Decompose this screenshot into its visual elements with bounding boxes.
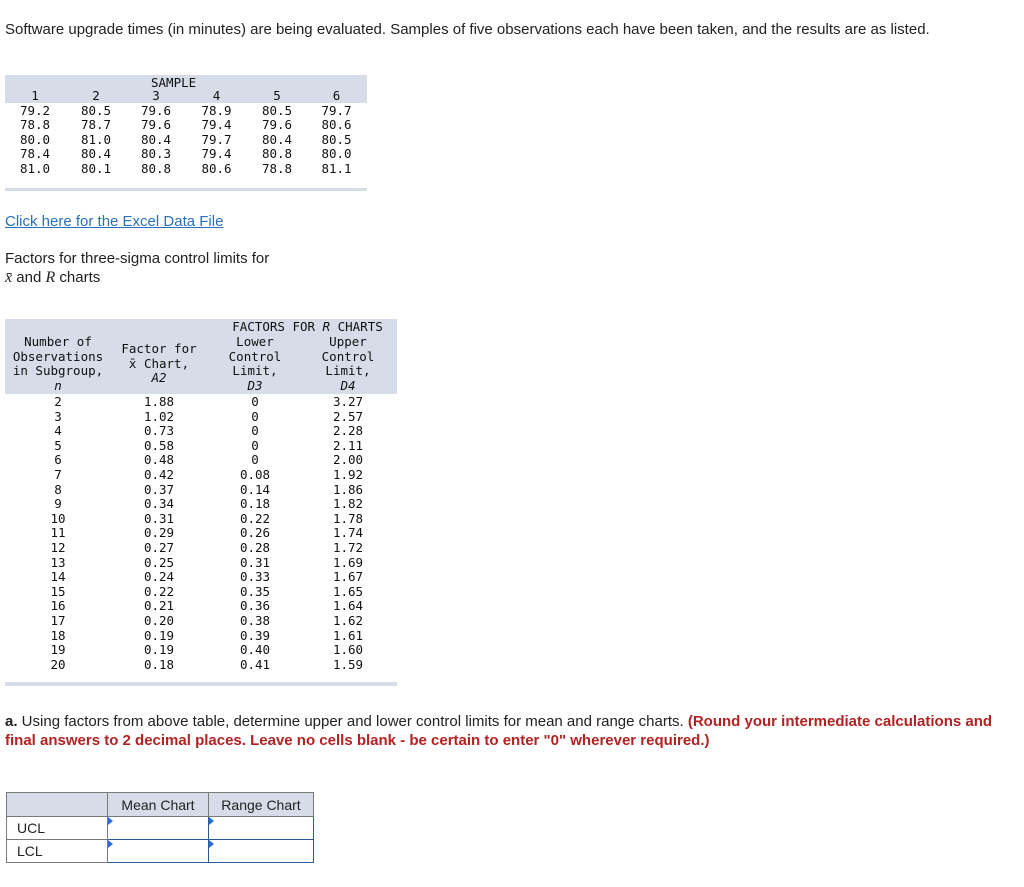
col-header-d4: Upper Control Limit, D4 xyxy=(321,334,375,393)
range-chart-header: Range Chart xyxy=(209,793,314,817)
ucl-range-input[interactable] xyxy=(209,818,307,838)
factors-cell: 0.40 xyxy=(239,642,271,658)
factors-cell: 0.41 xyxy=(239,656,271,672)
sample-col-header: 5 xyxy=(273,88,281,103)
factors-cell: 0.33 xyxy=(239,569,271,585)
factors-cell: 0.19 xyxy=(143,627,175,643)
sample-cell: 80.4 xyxy=(261,131,293,147)
factors-cell: 1.74 xyxy=(332,525,364,541)
answer-table xyxy=(6,792,314,863)
factors-cell: 8 xyxy=(54,481,62,497)
factors-cell: 1.59 xyxy=(332,656,364,672)
factors-cell: 1.92 xyxy=(332,467,364,482)
sample-cell: 79.4 xyxy=(201,146,232,162)
factors-cell: 0.39 xyxy=(239,627,271,643)
factors-cell: 15 xyxy=(50,583,66,599)
factors-cell: 0.22 xyxy=(143,583,175,599)
factors-cell: 1.88 xyxy=(143,394,175,409)
factors-row xyxy=(5,512,397,527)
sample-cell: 79.7 xyxy=(321,102,352,118)
excel-data-link[interactable]: Click here for the Excel Data File xyxy=(5,213,224,230)
sample-col-header: 2 xyxy=(92,88,100,103)
factors-row xyxy=(5,424,397,439)
factors-cell: 5 xyxy=(54,437,62,453)
sample-cell: 79.2 xyxy=(19,102,51,118)
factors-cell: 11 xyxy=(50,525,66,541)
factors-cell: 0.34 xyxy=(143,496,175,512)
col-header-n: Number of Observations in Subgroup, n xyxy=(12,334,104,393)
factors-cell: 0 xyxy=(251,452,259,468)
sample-cell: 79.6 xyxy=(140,117,172,133)
sample-cell: 79.6 xyxy=(261,117,293,133)
input-marker-icon xyxy=(209,840,214,848)
lcl-label: LCL xyxy=(7,840,108,863)
factors-cell: 1.72 xyxy=(332,540,364,555)
sample-cell: 80.0 xyxy=(321,146,352,162)
factors-cell: 16 xyxy=(50,598,66,614)
factors-row xyxy=(5,643,397,658)
sample-table xyxy=(5,75,367,191)
factors-row xyxy=(5,658,397,673)
sample-row xyxy=(5,162,367,177)
factors-cell: 0.26 xyxy=(239,525,271,541)
sample-row xyxy=(5,147,367,162)
factors-cell: 18 xyxy=(50,627,66,643)
factors-row xyxy=(5,410,397,425)
sample-col-header: 6 xyxy=(332,88,341,103)
factors-cell: 2.28 xyxy=(332,423,364,439)
factors-cell: 1.82 xyxy=(332,496,364,512)
sample-header-row xyxy=(5,89,367,104)
sample-cell: 78.7 xyxy=(80,117,112,133)
sample-cell: 79.4 xyxy=(201,117,232,133)
sample-row xyxy=(5,104,367,119)
xbar-symbol: x̄ xyxy=(5,269,13,286)
factors-cell: 0.31 xyxy=(239,554,271,570)
factors-cell: 1.67 xyxy=(332,569,364,585)
sample-cell: 80.6 xyxy=(201,160,232,176)
factors-cell: 0.29 xyxy=(143,525,175,541)
ucl-mean-input[interactable] xyxy=(108,818,206,838)
factors-cell: 12 xyxy=(50,540,66,555)
r-symbol: R xyxy=(45,269,56,286)
factors-row xyxy=(5,526,397,541)
sample-col-header: 3 xyxy=(152,88,160,103)
factors-row xyxy=(5,395,397,410)
ucl-label: UCL xyxy=(7,817,108,840)
col-header-d3: Lower Control Limit, D3 xyxy=(228,334,282,393)
mean-chart-header: Mean Chart xyxy=(108,793,209,817)
factors-cell: 2 xyxy=(54,394,62,409)
factors-cell: 10 xyxy=(50,510,66,526)
factors-cell: 3 xyxy=(54,408,62,424)
factors-intro: Factors for three-sigma control limits for x̄ and R charts xyxy=(5,250,270,286)
factors-cell: 1.78 xyxy=(332,510,364,526)
factors-cell: 0.38 xyxy=(239,613,271,628)
input-marker-icon xyxy=(209,817,214,825)
factors-cell: 0.48 xyxy=(143,452,175,468)
factors-row xyxy=(5,541,397,556)
factors-cell: 0.18 xyxy=(239,496,271,512)
input-marker-icon xyxy=(108,817,113,825)
factors-group-header: FACTORS FOR R CHARTS xyxy=(232,319,383,334)
sample-cell: 79.6 xyxy=(140,102,172,118)
factors-cell: 1.65 xyxy=(332,583,364,599)
sample-col-header: 1 xyxy=(31,88,39,103)
factors-row xyxy=(5,468,397,483)
input-marker-icon xyxy=(108,840,113,848)
factors-cell: 0.08 xyxy=(239,467,271,482)
sample-cell: 78.9 xyxy=(201,102,232,118)
factors-cell: 0.73 xyxy=(143,423,175,439)
factors-cell: 0.22 xyxy=(239,510,271,526)
sample-cell: 80.5 xyxy=(261,102,293,118)
ucl-mean-cell xyxy=(108,817,209,840)
sample-title: SAMPLE xyxy=(151,75,197,90)
factors-cell: 0.58 xyxy=(143,437,175,453)
sample-cell: 80.4 xyxy=(80,146,112,162)
factors-row xyxy=(5,556,397,571)
factors-cell: 3.27 xyxy=(332,394,364,409)
factors-row xyxy=(5,629,397,644)
sample-cell: 78.4 xyxy=(19,146,51,162)
lcl-mean-cell xyxy=(108,840,209,863)
factors-cell: 0.14 xyxy=(239,481,271,497)
factors-row xyxy=(5,570,397,585)
sample-cell: 80.0 xyxy=(19,131,51,147)
sample-cell: 78.8 xyxy=(261,160,293,176)
factors-cell: 0 xyxy=(251,408,259,424)
factors-cell: 0.18 xyxy=(143,656,175,672)
lcl-mean-input[interactable] xyxy=(108,841,206,861)
sample-row xyxy=(5,118,367,133)
factors-cell: 1.86 xyxy=(332,481,364,497)
sample-cell: 78.8 xyxy=(19,117,51,133)
factors-cell: 0.21 xyxy=(143,598,175,614)
factors-cell: 19 xyxy=(50,642,66,658)
sample-cell: 81.0 xyxy=(80,131,112,147)
answer-table-corner xyxy=(7,793,108,817)
sample-cell: 80.8 xyxy=(140,160,172,176)
sample-cell: 80.5 xyxy=(321,131,352,147)
factors-cell: 1.69 xyxy=(332,554,364,570)
factors-cell: 17 xyxy=(50,613,66,628)
sample-cell: 80.3 xyxy=(140,146,172,162)
factors-row xyxy=(5,599,397,614)
factors-cell: 1.61 xyxy=(332,627,364,643)
factors-cell: 2.57 xyxy=(332,408,364,424)
factors-cell: 14 xyxy=(50,569,66,585)
factors-row xyxy=(5,453,397,468)
factors-row xyxy=(5,483,397,498)
factors-row xyxy=(5,497,397,512)
sample-row xyxy=(5,133,367,148)
lcl-range-cell xyxy=(209,840,314,863)
factors-cell: 0 xyxy=(251,394,259,409)
sample-cell: 81.0 xyxy=(19,160,51,176)
factors-cell: 0.20 xyxy=(143,613,175,628)
table-divider xyxy=(5,682,397,686)
ucl-range-cell xyxy=(209,817,314,840)
factors-cell: 0.31 xyxy=(143,510,175,526)
table-divider xyxy=(5,188,367,191)
factors-cell: 0.35 xyxy=(239,583,271,599)
factors-cell: 0 xyxy=(251,423,259,439)
factors-table xyxy=(5,319,397,686)
factors-row xyxy=(5,585,397,600)
factors-cell: 2.00 xyxy=(332,452,364,468)
factors-cell: 0.42 xyxy=(143,467,175,482)
factors-cell: 7 xyxy=(54,467,62,482)
factors-cell: 4 xyxy=(54,423,62,439)
col-header-a2: Factor for x̄ Chart, A2 xyxy=(121,341,197,386)
factors-cell: 1.64 xyxy=(332,598,364,614)
factors-cell: 1.02 xyxy=(143,408,175,424)
factors-cell: 0.27 xyxy=(143,540,175,555)
sample-col-header: 4 xyxy=(212,88,221,103)
factors-cell: 0.25 xyxy=(143,554,175,570)
lcl-range-input[interactable] xyxy=(209,841,307,861)
factors-cell: 0.28 xyxy=(239,540,271,555)
factors-cell: 1.62 xyxy=(332,613,364,628)
factors-cell: 1.60 xyxy=(332,642,364,658)
sample-cell: 80.6 xyxy=(321,117,352,133)
factors-cell: 13 xyxy=(50,554,66,570)
factors-cell: 6 xyxy=(54,452,62,468)
sample-cell: 80.1 xyxy=(80,160,112,176)
question-a: a. Using factors from above table, determine upper and lower control limits for mean and range charts. (Round your intermediate calculations and final answers to 2 decimal places. Leave no cells blank - be certain to enter "0" wherever required.) xyxy=(5,713,993,749)
problem-intro: Software upgrade times (in minutes) are being evaluated. Samples of five observations each have been taken, and the results are as listed. xyxy=(5,21,930,38)
sample-cell: 80.4 xyxy=(140,131,172,147)
sample-cell: 79.7 xyxy=(201,131,232,147)
factors-cell: 0.24 xyxy=(143,569,175,585)
sample-cell: 80.8 xyxy=(261,146,293,162)
factors-cell: 20 xyxy=(50,656,66,672)
factors-row xyxy=(5,439,397,454)
factors-cell: 0.37 xyxy=(143,481,175,497)
factors-cell: 2.11 xyxy=(332,437,364,453)
sample-cell: 81.1 xyxy=(321,160,352,176)
factors-cell: 9 xyxy=(54,496,62,512)
factors-cell: 0.19 xyxy=(143,642,175,658)
sample-cell: 80.5 xyxy=(80,102,112,118)
factors-cell: 0 xyxy=(251,437,259,453)
factors-row xyxy=(5,614,397,629)
factors-cell: 0.36 xyxy=(239,598,271,614)
